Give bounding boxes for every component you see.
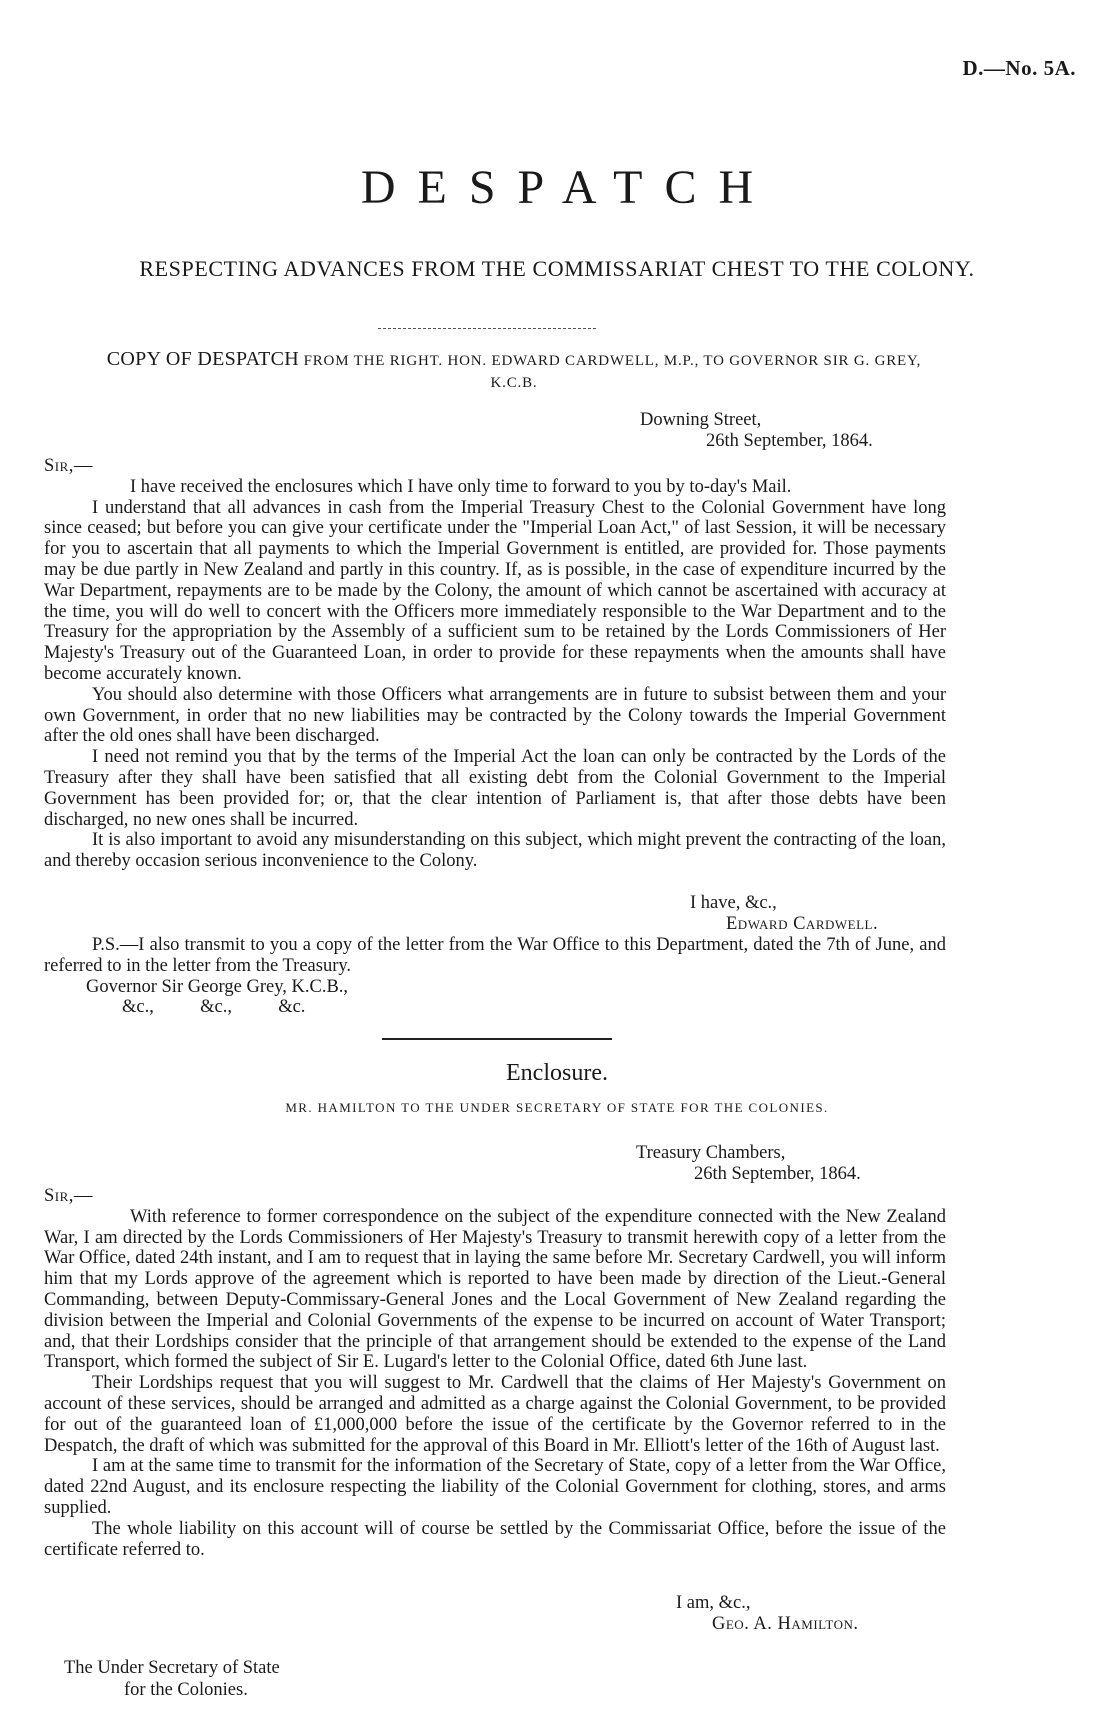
section-divider — [382, 1038, 612, 1040]
enclosure-closing: I am, &c., — [676, 1593, 751, 1613]
enclosure-address-date: 26th September, 1864. — [694, 1164, 861, 1184]
despatch-recipient-etc: &c., &c., &c. — [122, 997, 306, 1018]
document-reference: D.—No. 5A. — [962, 56, 1076, 80]
despatch-paragraph: It is also important to avoid any misunderstanding on this subject, which might prevent the contracting of the loan, and thereby occasion serious inconvenience to the Colony. — [44, 830, 946, 872]
despatch-heading-lead: COPY OF DESPATCH — [106, 348, 300, 370]
enclosure-recipient-office: for the Colonies. — [124, 1680, 248, 1700]
page-subtitle: RESPECTING ADVANCES FROM THE COMMISSARIAT CHEST TO THE COLONY. — [139, 256, 975, 281]
page-title: DESPATCH — [360, 161, 776, 214]
despatch-signature: Edward Cardwell. — [726, 914, 879, 934]
despatch-address-street: Downing Street, — [640, 410, 762, 430]
despatch-closing: I have, &c., — [690, 893, 777, 913]
enclosure-heading: MR. HAMILTON TO THE UNDER SECRETARY OF STATE FOR THE COLONIES. — [285, 1100, 829, 1115]
despatch-salutation: Sir,— — [44, 456, 93, 476]
enclosure-paragraph: With reference to former correspondence on the subject of the expenditure connected with the New Zealand War, I am directed by the Lords Commissioners of Her Majesty's Treasury to transmit herewith copy of a letter from the War Office, dated 24th instant, and I am to request that in laying the same before Mr. Secretary Cardwell, you will inform him that my Lords approve of the agreement which is reported to have been made by direction of the Lieut.-General Commanding, between Deputy-Commissary-General Jones and the Local Government of New Zealand regarding the division between the Imperial and Colonial Governments of the expense to be incurred on account of Water Transport; and, that their Lordships consider that the principle of that arrangement should be extended to the expense of the Land Transport, which formed the subject of Sir E. Lugard's letter to the Colonial Office, dated 6th June last. — [44, 1206, 946, 1373]
enclosure-paragraph: I am at the same time to transmit for the information of the Secretary of State, copy of a letter from the War Office, dated 22nd August, and its enclosure respecting the liability of the Colonial Government for clothing, stores, and arms supplied. — [44, 1456, 946, 1518]
despatch-paragraph: You should also determine with those Officers what arrangements are in future to subsist between them and your own Government, in order that no new liabilities may be contracted by the Colony towards the Imperial Government after the old ones shall have been discharged. — [44, 684, 946, 747]
title-divider — [378, 328, 596, 329]
despatch-address-date: 26th September, 1864. — [706, 431, 873, 451]
enclosure-recipient: The Under Secretary of State — [64, 1658, 280, 1678]
enclosure-signature: Geo. A. Hamilton. — [712, 1614, 859, 1634]
despatch-paragraph: I need not remind you that by the terms of the Imperial Act the loan can only be contracted by the Lords of the Treasury after they shall have been satisfied that all existing debt from the Colonial Government to the Imperial Government has been provided for; or, that the clear intention of Parliament is, that after those debts have been discharged, no new ones shall be incurred. — [44, 747, 946, 830]
despatch-heading-rest: FROM THE RIGHT. HON. EDWARD CARDWELL, M.P., TO GOVERNOR SIR G. GREY, K.C.B. — [303, 353, 922, 391]
enclosure-address-street: Treasury Chambers, — [636, 1143, 786, 1163]
despatch-paragraph: I have received the enclosures which I have only time to forward to you by to-day's Mail. — [130, 476, 792, 497]
despatch-heading — [84, 348, 944, 394]
despatch-recipient: Governor Sir George Grey, K.C.B., — [86, 976, 349, 997]
enclosure-salutation: Sir,— — [44, 1186, 93, 1206]
despatch-paragraph: I understand that all advances in cash from the Imperial Treasury Chest to the Colonial Government have long since ceased; but before you can give your certificate under the "Imperial Loan Act," of last Session, it will be necessary for you to ascertain that all payments to which the Imperial Government is entitled, are provided for. Those payments may be due partly in New Zealand and partly in this country. If, as is possible, in the case of expenditure incurred by the War Department, repayments are to be made by the Colony, the amount of which cannot be ascertained with accuracy at the time, you will do well to concert with the Officers more immediately responsible to the War Department and to the Treasury for the appropriation by the Assembly of a sufficient sum to be retained by the Lords Commissioners of Her Majesty's Treasury out of the Guaranteed Loan, in order to provide for these repayments when the amounts shall have become accurately known. — [44, 497, 946, 684]
despatch-postscript-block — [44, 935, 946, 1018]
enclosure-paragraph: The whole liability on this account will of course be settled by the Commissariat Office, before the issue of the certificate referred to. — [44, 1518, 946, 1560]
enclosure-body — [44, 1186, 946, 1560]
enclosure-title: Enclosure. — [506, 1060, 608, 1086]
despatch-postscript: P.S.—I also transmit to you a copy of the letter from the War Office to this Department, dated the 7th of June, and referred to in the letter from the Treasury. — [44, 935, 946, 976]
despatch-body — [44, 456, 946, 872]
enclosure-paragraph: Their Lordships request that you will suggest to Mr. Cardwell that the claims of Her Majesty's Government on account of these services, should be arranged and admitted as a charge against the Colonial Government, to be provided for out of the guaranteed loan of £1,000,000 before the issue of the certificate by the Governor referred to in the Despatch, the draft of which was submitted for the approval of this Board in Mr. Elliott's letter of the 16th of August last. — [44, 1373, 946, 1456]
